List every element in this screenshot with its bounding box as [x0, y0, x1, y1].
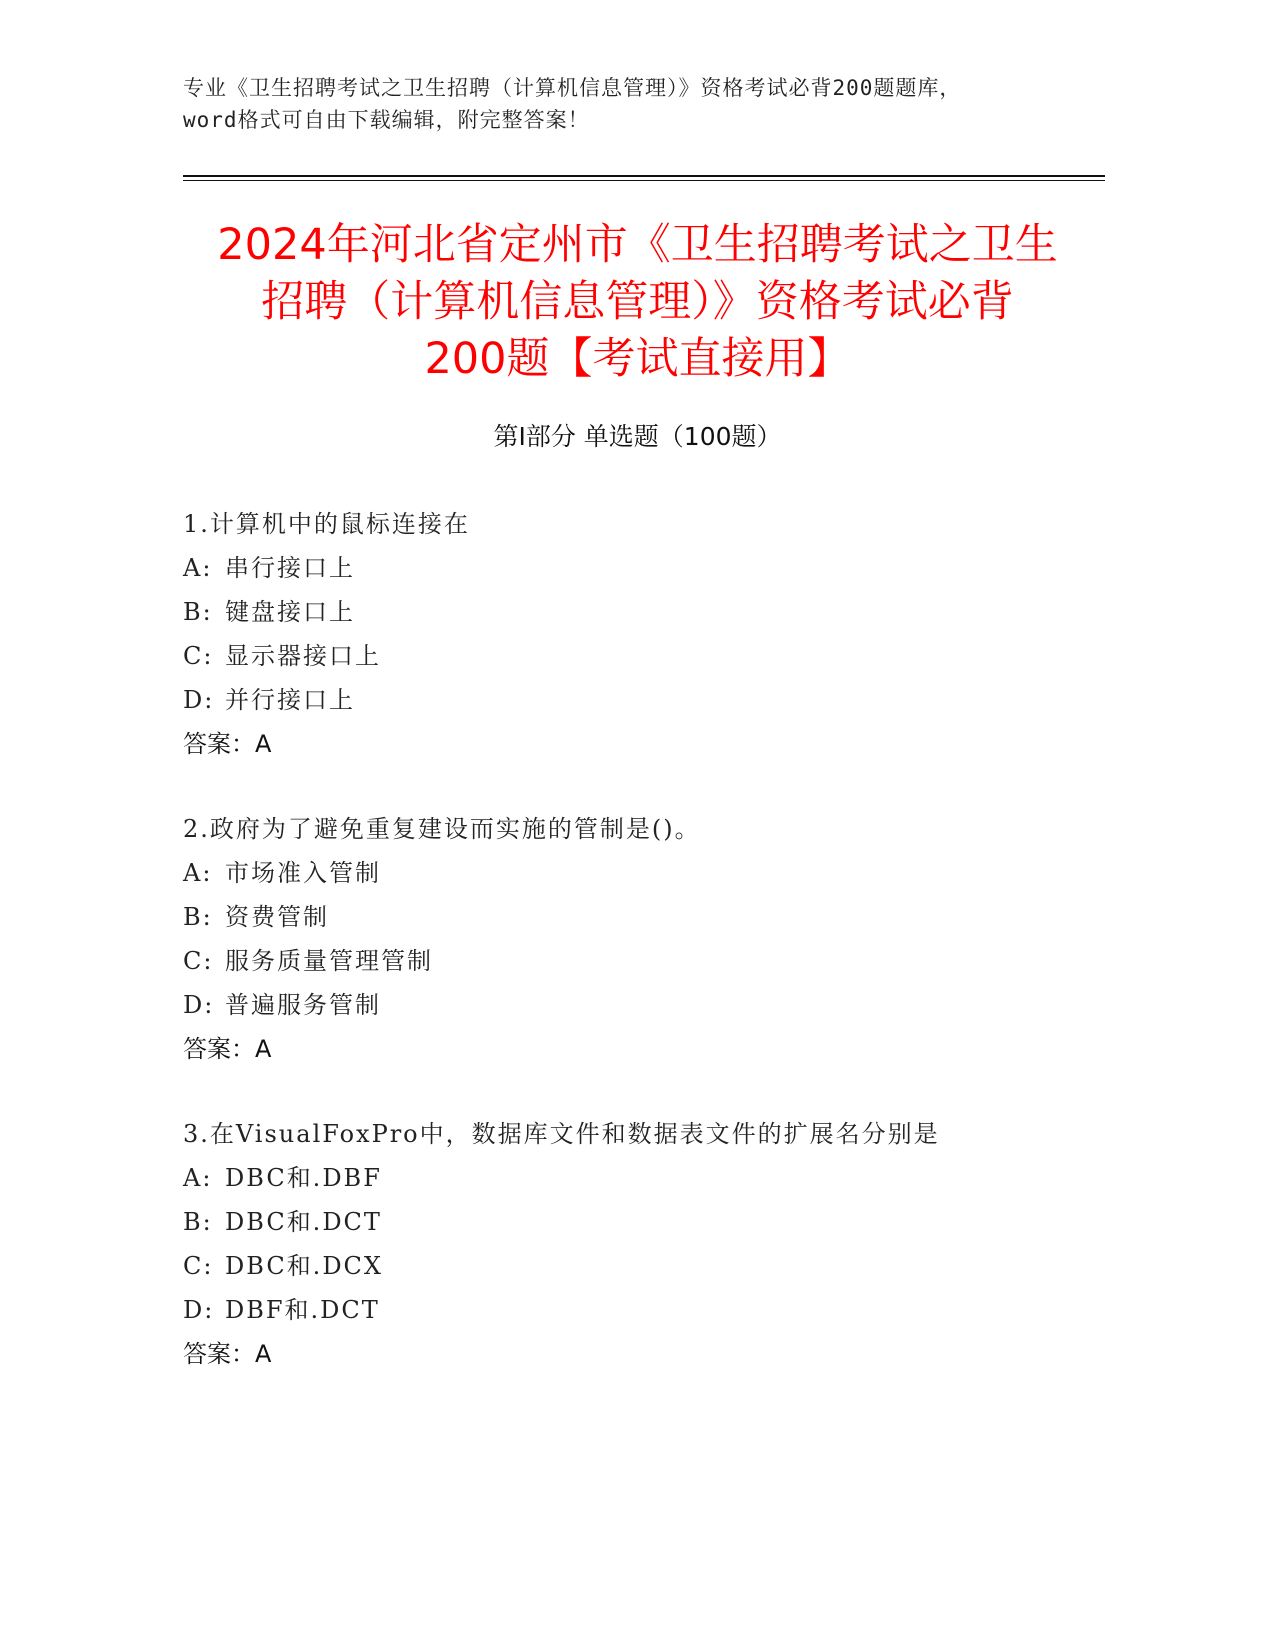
question-2 [183, 807, 1133, 1071]
question-1 [183, 502, 1133, 766]
option-key: D: [183, 991, 215, 1019]
answer-line: 答案：A [183, 1340, 272, 1368]
header-note-line-1: 专业《卫生招聘考试之卫生招聘（计算机信息管理）》资格考试必背200题题库， [183, 76, 962, 100]
question-stem: 1.计算机中的鼠标连接在 [183, 510, 470, 538]
header-note-line-2: word格式可自由下载编辑，附完整答案！ [183, 108, 590, 132]
option-c [183, 939, 1133, 983]
option-key: B: [183, 903, 213, 931]
section-heading: 第Ⅰ部分 单选题（100题） [493, 422, 782, 451]
option-text: 并行接口上 [225, 686, 355, 714]
option-text: DBC和.DCX [225, 1252, 384, 1280]
option-d [183, 983, 1133, 1027]
option-key: A: [183, 1164, 213, 1192]
option-b [183, 1200, 1133, 1244]
option-a [183, 851, 1133, 895]
option-c [183, 1244, 1133, 1288]
option-key: D: [183, 686, 215, 714]
question-3 [183, 1112, 1133, 1376]
option-key: C: [183, 947, 214, 975]
document-title-line-1: 2024年河北省定州市《卫生招聘考试之卫生 [217, 220, 1058, 270]
option-b [183, 590, 1133, 634]
option-key: C: [183, 1252, 214, 1280]
option-d [183, 678, 1133, 722]
header-divider-thick [183, 175, 1105, 177]
option-text: 资费管制 [225, 903, 329, 931]
option-text: DBC和.DCT [225, 1208, 382, 1236]
question-stem: 3.在VisualFoxPro中，数据库文件和数据表文件的扩展名分别是 [183, 1120, 940, 1148]
document-title-line-2: 招聘（计算机信息管理）》资格考试必背 [261, 277, 1014, 327]
header-divider-thin [183, 180, 1105, 181]
question-stem: 2.政府为了避免重复建设而实施的管制是()。 [183, 815, 701, 843]
document-title [150, 217, 1125, 388]
option-text: 显示器接口上 [225, 642, 381, 670]
option-key: A: [183, 554, 213, 582]
answer-line: 答案：A [183, 1035, 272, 1063]
document-title-line-3: 200题【考试直接用】 [424, 334, 851, 384]
option-key: B: [183, 598, 213, 626]
option-key: C: [183, 642, 214, 670]
option-b [183, 895, 1133, 939]
option-text: 服务质量管理管制 [225, 947, 433, 975]
option-key: D: [183, 1296, 215, 1324]
option-a [183, 1156, 1133, 1200]
option-text: 市场准入管制 [225, 859, 381, 887]
option-key: B: [183, 1208, 213, 1236]
option-text: DBF和.DCT [225, 1296, 380, 1324]
option-d [183, 1288, 1133, 1332]
header-note [183, 72, 1083, 136]
option-text: 串行接口上 [225, 554, 355, 582]
option-a [183, 546, 1133, 590]
option-text: 键盘接口上 [225, 598, 355, 626]
option-c [183, 634, 1133, 678]
answer-line: 答案：A [183, 730, 272, 758]
option-text: DBC和.DBF [225, 1164, 382, 1192]
option-key: A: [183, 859, 213, 887]
option-text: 普遍服务管制 [225, 991, 381, 1019]
